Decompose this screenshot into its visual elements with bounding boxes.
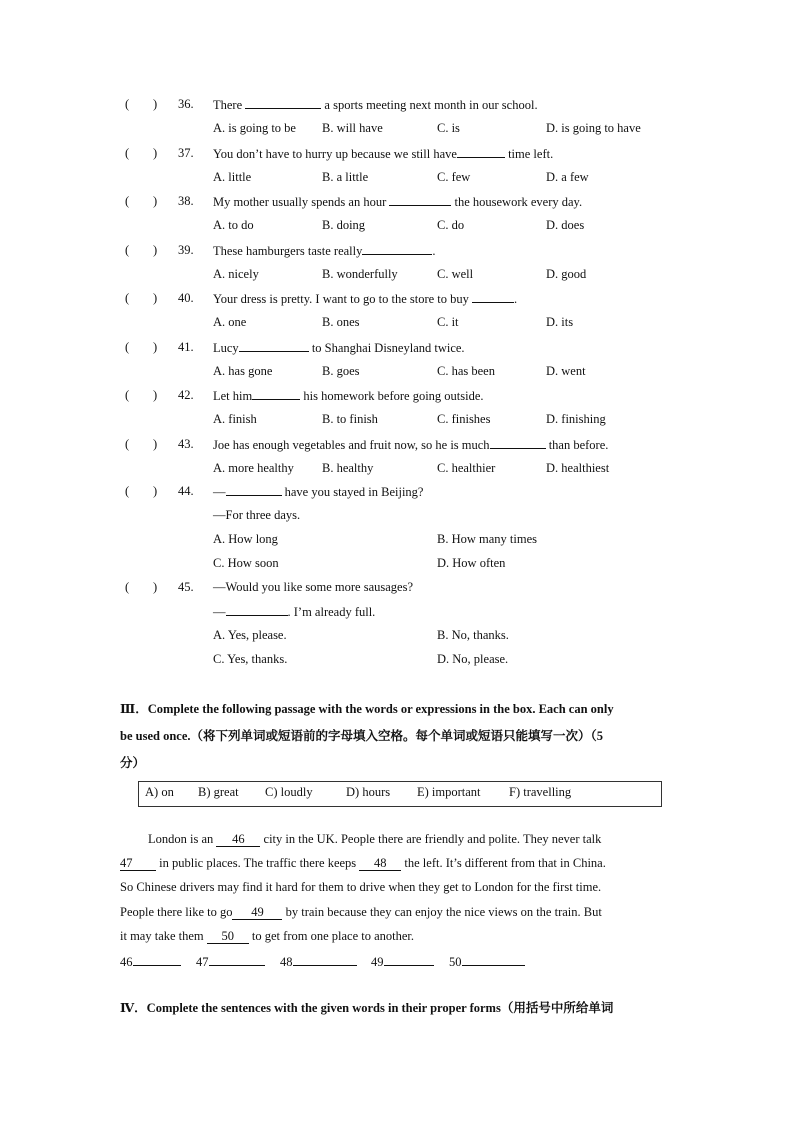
answer-blank[interactable] <box>362 243 432 255</box>
question-37-options <box>213 170 683 194</box>
question-number: 37. <box>178 146 194 160</box>
question-41 <box>120 340 680 364</box>
question-43-options <box>213 461 683 485</box>
question-45 <box>120 580 680 604</box>
option-c[interactable]: C. it <box>437 315 459 329</box>
question-39 <box>120 243 680 267</box>
answer-paren-left: ( <box>125 243 130 257</box>
answer-47: 47 <box>196 954 265 970</box>
question-44-reply: —For three days. <box>213 508 301 522</box>
answer-50: 50 <box>449 954 525 970</box>
question-stem: You don’t have to hurry up because we still have time left. <box>213 147 554 161</box>
option-b[interactable]: B. will have <box>322 121 383 135</box>
option-c[interactable]: C. well <box>437 267 474 281</box>
option-d[interactable]: D. does <box>546 218 585 232</box>
answer-blank[interactable] <box>457 146 505 158</box>
question-44 <box>120 484 680 508</box>
passage-line-4: People there like to go 49 by train because they can enjoy the nice views on the train. But <box>120 905 602 919</box>
option-c[interactable]: C. How soon <box>213 556 279 570</box>
answer-blank-47[interactable] <box>209 954 265 966</box>
answer-paren-right: ) <box>153 437 158 451</box>
answer-paren-right: ) <box>153 388 158 402</box>
answer-blank[interactable] <box>472 291 514 303</box>
word-option-b: B) great <box>198 785 239 799</box>
option-a[interactable]: A. Yes, please. <box>213 628 287 642</box>
question-stem: — have you stayed in Beijing? <box>213 485 424 499</box>
answer-blank-50[interactable] <box>462 954 525 966</box>
answer-paren-left: ( <box>125 146 130 160</box>
blank-46[interactable]: 46 <box>216 833 260 847</box>
option-d[interactable]: D. good <box>546 267 587 281</box>
word-option-c: C) loudly <box>265 785 313 799</box>
answer-blank[interactable] <box>490 437 546 449</box>
option-a[interactable]: A. one <box>213 315 247 329</box>
question-44-options-row1 <box>213 532 683 556</box>
answer-blank-49[interactable] <box>384 954 434 966</box>
option-b[interactable]: B. No, thanks. <box>437 628 509 642</box>
question-stem: These hamburgers taste really . <box>213 244 436 258</box>
answer-paren-right: ) <box>153 97 158 111</box>
option-a[interactable]: A. little <box>213 170 252 184</box>
blank-49[interactable]: 49 <box>232 906 282 920</box>
question-42-options <box>213 412 683 436</box>
answer-paren-left: ( <box>125 580 130 594</box>
answer-paren-left: ( <box>125 194 130 208</box>
question-40 <box>120 291 680 315</box>
question-number: 36. <box>178 97 194 111</box>
question-41-options <box>213 364 683 388</box>
option-a[interactable]: A. to do <box>213 218 254 232</box>
question-39-options <box>213 267 683 291</box>
option-d[interactable]: D. its <box>546 315 574 329</box>
answer-blank[interactable] <box>239 340 309 352</box>
option-a[interactable]: A. finish <box>213 412 257 426</box>
question-number: 40. <box>178 291 194 305</box>
question-stem: Lucy to Shanghai Disneyland twice. <box>213 341 465 355</box>
option-d[interactable]: D. No, please. <box>437 652 509 666</box>
option-d[interactable]: D. is going to have <box>546 121 641 135</box>
option-b[interactable]: B. healthy <box>322 461 374 475</box>
question-stem: There a sports meeting next month in our school. <box>213 98 538 112</box>
section-3-heading: Ⅲ．Complete the following passage with the words or expressions in the box. Each can only be used once.（将下列单词或短语前的字母填入空格。每个单词或短语只能填写一次）（5 分） <box>120 702 614 770</box>
question-number: 43. <box>178 437 194 451</box>
question-45-options-row2 <box>213 652 683 676</box>
question-number: 41. <box>178 340 194 354</box>
question-38-options <box>213 218 683 242</box>
option-a[interactable]: A. nicely <box>213 267 259 281</box>
question-stem: My mother usually spends an hour the housework every day. <box>213 195 583 209</box>
answer-paren-left: ( <box>125 291 130 305</box>
option-c[interactable]: C. has been <box>437 364 495 378</box>
option-b[interactable]: B. ones <box>322 315 360 329</box>
answer-paren-right: ) <box>153 194 158 208</box>
passage-line-5: it may take them 50 to get from one place to another. <box>120 929 415 943</box>
blank-47[interactable]: 47 <box>120 857 156 871</box>
option-d[interactable]: D. a few <box>546 170 589 184</box>
answer-blank[interactable] <box>252 388 300 400</box>
question-number: 42. <box>178 388 194 402</box>
answer-paren-left: ( <box>125 484 130 498</box>
option-c[interactable]: C. do <box>437 218 465 232</box>
answer-blank[interactable] <box>226 484 282 496</box>
answer-paren-left: ( <box>125 340 130 354</box>
option-a[interactable]: A. has gone <box>213 364 273 378</box>
option-c[interactable]: C. is <box>437 121 460 135</box>
question-40-options <box>213 315 683 339</box>
option-c[interactable]: C. finishes <box>437 412 491 426</box>
answer-blank[interactable] <box>226 604 288 616</box>
option-c[interactable]: C. Yes, thanks. <box>213 652 288 666</box>
answer-46: 46 <box>120 954 181 970</box>
question-36 <box>120 97 680 121</box>
option-b[interactable]: B. a little <box>322 170 369 184</box>
question-43 <box>120 437 680 461</box>
word-option-a: A) on <box>145 785 174 799</box>
answer-blank-48[interactable] <box>293 954 357 966</box>
question-45-options-row1 <box>213 628 683 652</box>
blank-48[interactable]: 48 <box>359 857 401 871</box>
option-d[interactable]: D. How often <box>437 556 506 570</box>
question-number: 38. <box>178 194 194 208</box>
question-44-options-row2 <box>213 556 683 580</box>
question-number: 39. <box>178 243 194 257</box>
word-box <box>138 781 662 807</box>
question-38 <box>120 194 680 218</box>
option-b[interactable]: B. doing <box>322 218 366 232</box>
word-option-f: F) travelling <box>509 785 572 799</box>
option-b[interactable]: B. How many times <box>437 532 537 546</box>
passage-line-3: So Chinese drivers may find it hard for them to drive when they get to London for the first time. <box>120 880 602 894</box>
answer-blank[interactable] <box>245 97 321 109</box>
answer-paren-right: ) <box>153 146 158 160</box>
question-45-reply: — . I’m already full. <box>213 605 376 619</box>
answer-paren-right: ) <box>153 340 158 354</box>
answer-paren-left: ( <box>125 97 130 111</box>
option-d[interactable]: D. finishing <box>546 412 606 426</box>
question-stem: Joe has enough vegetables and fruit now, so he is much than before. <box>213 438 609 452</box>
answer-paren-right: ) <box>153 243 158 257</box>
section-4-heading: Ⅳ．Complete the sentences with the given words in their proper forms（用括号中所给单词 <box>120 1001 614 1015</box>
question-stem: —Would you like some more sausages? <box>213 580 413 594</box>
answer-paren-left: ( <box>125 437 130 451</box>
option-d[interactable]: D. healthiest <box>546 461 610 475</box>
word-option-d: D) hours <box>346 785 391 799</box>
answer-blank-46[interactable] <box>133 954 181 966</box>
question-stem: Let him his homework before going outside. <box>213 389 484 403</box>
blank-50[interactable]: 50 <box>207 930 249 944</box>
answer-48: 48 <box>280 954 357 970</box>
word-option-e: E) important <box>417 785 481 799</box>
question-36-options <box>213 121 683 145</box>
option-b[interactable]: B. goes <box>322 364 360 378</box>
option-a[interactable]: A. How long <box>213 532 278 546</box>
answer-paren-right: ) <box>153 291 158 305</box>
option-c[interactable]: C. healthier <box>437 461 496 475</box>
option-b[interactable]: B. to finish <box>322 412 378 426</box>
option-a[interactable]: A. more healthy <box>213 461 294 475</box>
answer-blank[interactable] <box>389 194 451 206</box>
answer-paren-left: ( <box>125 388 130 402</box>
question-number: 45. <box>178 580 194 594</box>
passage-line-2: 47 in public places. The traffic there keeps 48 the left. It’s different from that in China. <box>120 856 606 870</box>
question-42 <box>120 388 680 412</box>
answer-paren-right: ) <box>153 580 158 594</box>
question-stem: Your dress is pretty. I want to go to the store to buy . <box>213 292 518 306</box>
option-a[interactable]: A. is going to be <box>213 121 296 135</box>
option-d[interactable]: D. went <box>546 364 586 378</box>
answer-paren-right: ) <box>153 484 158 498</box>
answer-49: 49 <box>371 954 434 970</box>
question-37 <box>120 146 680 170</box>
option-c[interactable]: C. few <box>437 170 471 184</box>
passage-line-1: London is an 46 city in the UK. People there are friendly and polite. They never talk <box>148 832 602 846</box>
question-number: 44. <box>178 484 194 498</box>
option-b[interactable]: B. wonderfully <box>322 267 398 281</box>
